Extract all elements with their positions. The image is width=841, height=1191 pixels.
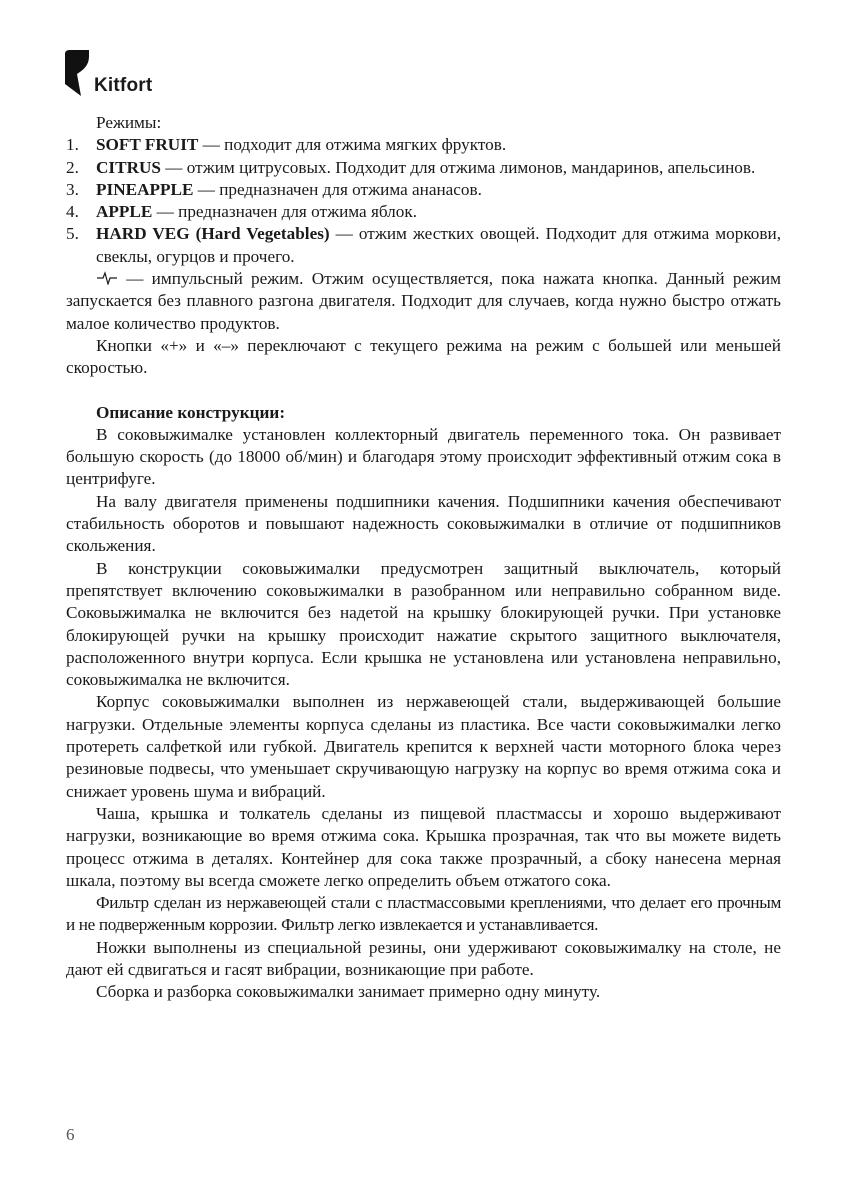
paragraph: В соковыжималке установлен коллекторный двигатель переменного тока. Он развивает большую скорость (до 18000 об/мин) и благодаря этому происходит эффективный отжим сока в центрифуге. (66, 424, 781, 489)
mode-name: APPLE (96, 202, 153, 222)
mode-description: — подходит для отжима мягких фруктов. (198, 135, 507, 155)
mode-name: SOFT FRUIT (96, 135, 199, 155)
list-number: 3. (66, 179, 79, 199)
mode-description: — предназначен для отжима яблок. (152, 202, 417, 222)
list-number: 4. (66, 202, 79, 222)
list-item (66, 223, 781, 268)
list-item (66, 179, 781, 201)
brand-name: Kitfort (94, 75, 153, 96)
list-item (66, 134, 781, 156)
paragraph: На валу двигателя применены подшипники качения. Подшипники качения обеспечивают стабильность оборотов и повышают надежность соковыжималки в отличие от подшипников скольжения. (66, 491, 781, 556)
mode-description: — предназначен для отжима ананасов. (193, 179, 482, 199)
page-number: 6 (66, 1125, 75, 1144)
paragraph: Чаша, крышка и толкатель сделаны из пищевой пластмассы и хорошо выдерживают нагрузки, возникающие во время отжима сока. Крышка прозрачная, так что вы можете видеть процесс отжима в деталях. Контейнер для сока также прозрачный, а сбоку нанесена мерная шкала, поэтому вы всегда сможете легко определить объем отжатого сока. (66, 803, 781, 890)
paragraph: В конструкции соковыжималки предусмотрен защитный выключатель, который препятствует включению соковыжималки в разобранном или неправильно собранном виде. Соковыжималка не включится без надетой на крышку блокирующей ручки. При установке блокирующей ручки на крышку происходит нажатие скрытого защитного выключателя, расположенного внутри корпуса. Если крышка не установлена или установлена неправильно, соковыжималка не включится. (66, 558, 781, 690)
paragraph: Ножки выполнены из специальной резины, они удерживают соковыжималку на столе, не дают ей сдвигаться и гасят вибрации, возникающие при работе. (66, 937, 781, 979)
list-number: 5. (66, 224, 79, 244)
pulse-mode-text: — импульсный режим. Отжим осуществляется, пока нажата кнопка. Данный режим запускается без плавного разгона двигателя. Подходит для случаев, когда нужно быстро отжать малое количество продуктов. (66, 269, 781, 333)
mode-name: CITRUS (96, 157, 161, 177)
pulse-mode-paragraph (66, 268, 781, 335)
list-number: 2. (66, 157, 79, 177)
pulse-icon (96, 271, 118, 285)
paragraph: Корпус соковыжималки выполнен из нержавеющей стали, выдерживающей большие нагрузки. Отдельные элементы корпуса сделаны из пластика. Все части соковыжималки легко протереть салфеткой или губкой. Двигатель крепится к верхней части моторного блока через резиновые подвесы, что уменьшает скручивающую нагрузку на корпус во время отжима сока и снижает уровень шума и вибраций. (66, 692, 781, 801)
list-item (66, 157, 781, 179)
modes-label: Режимы: (96, 113, 162, 132)
document-body (66, 112, 781, 1004)
paragraph: Фильтр сделан из нержавеющей стали с пластмассовыми креплениями, что делает его прочным и не подверженным коррозии. Фильтр легко извлекается и устанавливается. (66, 893, 781, 935)
kitfort-logo-icon (63, 50, 93, 98)
list-number: 1. (66, 135, 79, 155)
mode-name: PINEAPPLE (96, 179, 194, 199)
mode-name: HARD VEG (Hard Vegetables) (96, 224, 330, 244)
section-heading: Описание конструкции: (96, 402, 286, 422)
mode-description: — отжим цитрусовых. Подходит для отжима лимонов, мандаринов, апельсинов. (160, 157, 756, 177)
list-item (66, 201, 781, 223)
mode-description: — отжим жестких овощей. Подходит для отжима моркови, свеклы, огурцов и прочего. (96, 224, 782, 266)
buttons-paragraph: Кнопки «+» и «–» переключают с текущего режима на режим с большей или меньшей скоростью. (66, 335, 781, 378)
paragraph: Сборка и разборка соковыжималки занимает примерно одну минуту. (96, 982, 601, 1002)
modes-list (66, 134, 781, 268)
brand-logo (63, 50, 173, 100)
